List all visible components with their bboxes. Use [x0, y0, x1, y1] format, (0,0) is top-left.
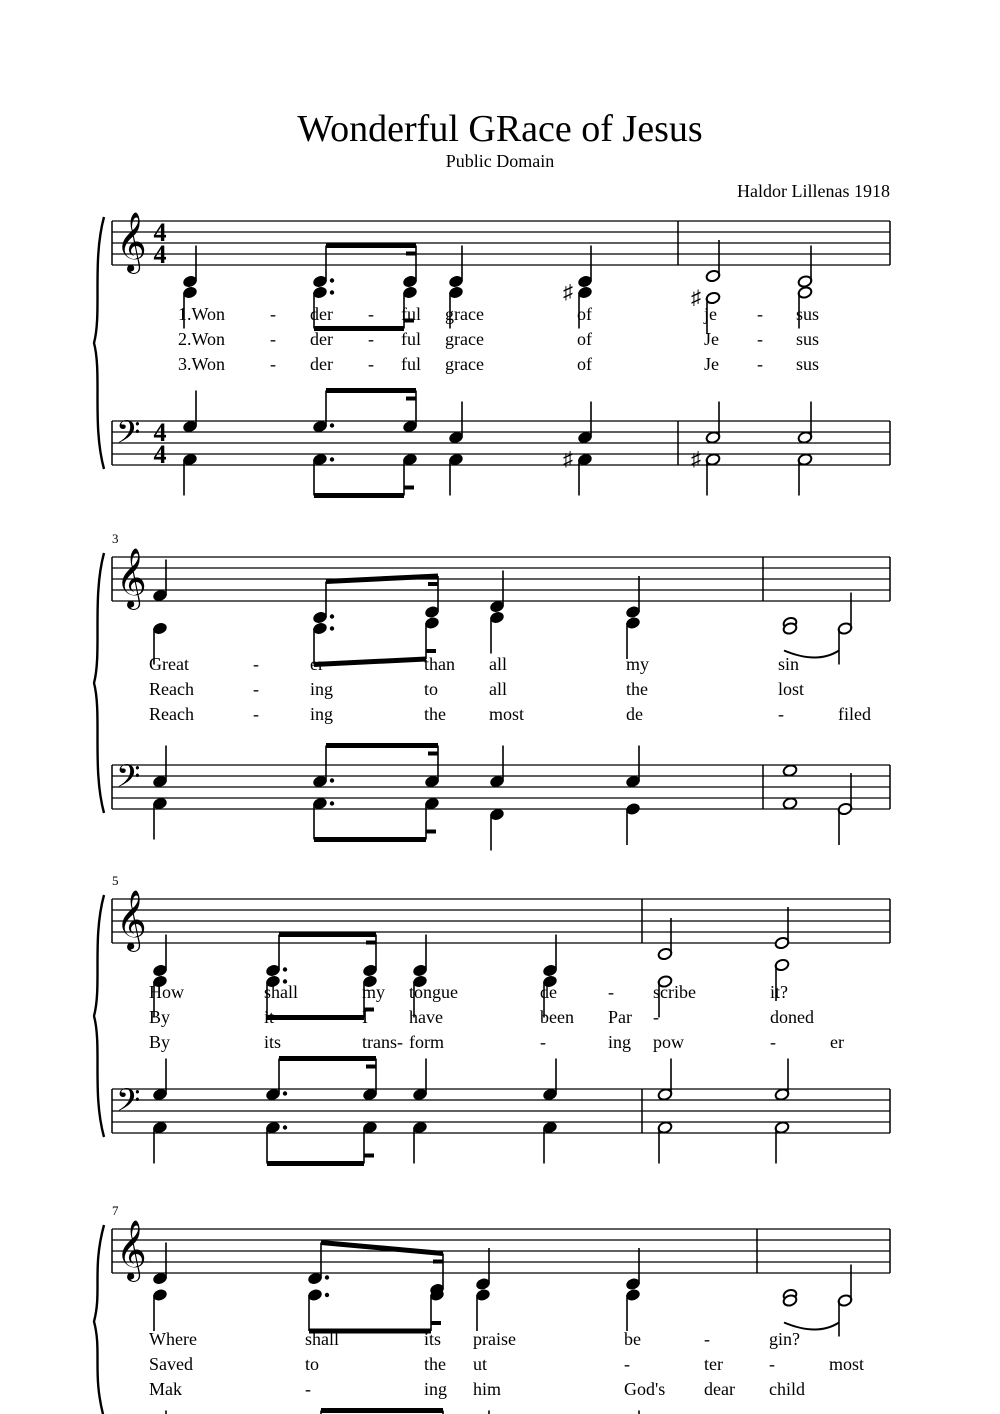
lyric-syllable: Reach	[149, 679, 194, 699]
lyric-syllable: Great	[149, 654, 189, 674]
lyric-hyphen: -	[270, 304, 276, 324]
sharp-icon: ♯	[563, 281, 573, 304]
treble-time-signature-bottom: 4	[153, 240, 167, 269]
lyric-syllable: it?	[770, 982, 788, 1002]
treble-dot	[330, 278, 334, 282]
lyric-syllable: ut	[473, 1354, 488, 1374]
lyric-syllable: Saved	[149, 1354, 193, 1374]
lyric-syllable: Par	[608, 1007, 632, 1027]
lyric-syllable: shall	[264, 982, 298, 1002]
lyric-syllable: er	[830, 1032, 844, 1052]
lyric-hyphen: -	[253, 679, 259, 699]
lyric-hyphen: -	[770, 1032, 776, 1052]
measure-number: 5	[112, 873, 119, 888]
lyric-hyphen: -	[305, 1379, 311, 1399]
lyric-syllable: 3.Won	[178, 354, 226, 374]
lyric-syllable: it	[264, 1007, 275, 1027]
treble-upper-beam	[326, 576, 438, 582]
measure-number: 7	[112, 1203, 119, 1218]
lyric-syllable: Mak	[149, 1379, 182, 1399]
lyric-syllable: filed	[838, 704, 871, 724]
treble-time-signature-top: 4	[153, 218, 167, 247]
sharp-icon: ♯	[691, 448, 701, 471]
lyric-syllable: ing	[310, 679, 334, 699]
lyric-syllable: him	[473, 1379, 502, 1399]
lyric-syllable: its	[424, 1329, 442, 1349]
system-brace	[94, 553, 104, 813]
lyric-syllable: of	[577, 329, 592, 349]
lyric-syllable: sus	[796, 354, 820, 374]
lyric-syllable: der	[310, 329, 333, 349]
lyric-syllable: der	[310, 304, 333, 324]
treble-clef-icon: 𝄞	[116, 1222, 147, 1279]
lyric-hyphen: -	[624, 1354, 630, 1374]
lyric-syllable: ing	[608, 1032, 632, 1052]
lyric-syllable: gin?	[769, 1329, 800, 1349]
lyric-syllable: Where	[149, 1329, 197, 1349]
lyric-hyphen: -	[653, 1007, 659, 1027]
system-brace	[94, 1225, 104, 1414]
lyric-syllable: of	[577, 304, 592, 324]
lyric-syllable: all	[489, 654, 507, 674]
lyric-syllable: ful	[401, 304, 421, 324]
lyric-syllable: tongue	[409, 982, 458, 1002]
sharp-icon: ♯	[691, 287, 701, 309]
lyric-hyphen: -	[778, 704, 784, 724]
bass-clef-icon: 𝄢	[116, 760, 141, 802]
bass-dot	[330, 778, 334, 782]
lyric-syllable: I	[362, 1007, 368, 1027]
bass-dot	[283, 1091, 287, 1095]
lyric-syllable: doned	[770, 1007, 814, 1027]
score-system	[94, 873, 890, 1164]
lyric-hyphen: -	[757, 329, 763, 349]
treble-dot	[325, 1275, 329, 1279]
lyric-syllable: trans-	[362, 1032, 403, 1052]
lyric-syllable: grace	[445, 329, 484, 349]
lyric-syllable: ful	[401, 354, 421, 374]
score-system	[94, 1203, 890, 1414]
lyric-syllable: By	[149, 1032, 171, 1052]
treble-dot	[325, 1293, 329, 1297]
lyric-syllable: form	[409, 1032, 444, 1052]
treble-dot	[330, 626, 334, 630]
lyric-syllable: the	[424, 704, 446, 724]
lyric-syllable: than	[424, 654, 455, 674]
lyric-syllable: been	[540, 1007, 574, 1027]
lyric-syllable: the	[626, 679, 648, 699]
treble-clef-icon: 𝄞	[116, 214, 147, 271]
system-brace	[94, 217, 104, 469]
lyric-hyphen: -	[608, 982, 614, 1002]
lyric-syllable: be	[624, 1329, 641, 1349]
lyric-hyphen: -	[270, 354, 276, 374]
lyric-syllable: child	[769, 1379, 805, 1399]
bass-clef-icon: 𝄢	[116, 416, 141, 458]
lyric-syllable: pow	[653, 1032, 684, 1052]
lyric-hyphen: -	[757, 354, 763, 374]
lyric-hyphen: -	[368, 354, 374, 374]
lyric-syllable: ing	[424, 1379, 448, 1399]
lyric-syllable: the	[424, 1354, 446, 1374]
score-title: Wonderful GRace of Jesus	[297, 108, 703, 150]
lyric-syllable: ing	[310, 704, 334, 724]
lyric-hyphen: -	[757, 304, 763, 324]
score-system	[94, 212, 890, 496]
lyric-hyphen: -	[704, 1329, 710, 1349]
lyric-syllable: Reach	[149, 704, 194, 724]
lyric-syllable: 1.Won	[178, 304, 226, 324]
lyric-syllable: Je	[704, 329, 719, 349]
lyric-syllable: de	[626, 704, 643, 724]
lyric-hyphen: -	[368, 304, 374, 324]
lyric-syllable: sus	[796, 304, 820, 324]
treble-dot	[330, 290, 334, 294]
treble-dot	[330, 614, 334, 618]
lyric-syllable: most	[489, 704, 525, 724]
treble-dot	[283, 967, 287, 971]
sharp-icon: ♯	[563, 448, 573, 471]
lyric-syllable: er	[310, 654, 324, 674]
treble-clef-icon: 𝄞	[116, 892, 147, 949]
lyric-syllable: most	[829, 1354, 865, 1374]
lyric-syllable: of	[577, 354, 592, 374]
lyric-hyphen: -	[368, 329, 374, 349]
lyric-syllable: dear	[704, 1379, 735, 1399]
lyric-syllable: How	[149, 982, 184, 1002]
lyric-syllable: der	[310, 354, 333, 374]
lyric-syllable: ful	[401, 329, 421, 349]
lyric-syllable: ter	[704, 1354, 723, 1374]
lyric-hyphen: -	[540, 1032, 546, 1052]
lyric-syllable: de	[540, 982, 557, 1002]
lyric-syllable: to	[305, 1354, 320, 1374]
lyric-syllable: By	[149, 1007, 171, 1027]
bass-time-signature-top: 4	[153, 418, 167, 447]
bass-dot	[330, 801, 334, 805]
copyright-notice: Public Domain	[445, 151, 555, 171]
bass-clef-icon: 𝄢	[116, 1084, 141, 1126]
lyric-hyphen: -	[253, 654, 259, 674]
system-brace	[94, 895, 104, 1137]
lyric-syllable: grace	[445, 354, 484, 374]
measure-number: 3	[112, 531, 119, 546]
lyric-syllable: grace	[445, 304, 484, 324]
composer-credit: Haldor Lillenas 1918	[737, 181, 890, 201]
lyric-syllable: praise	[473, 1329, 516, 1349]
score-system	[94, 531, 890, 851]
bass-dot	[283, 1125, 287, 1129]
lyric-syllable: my	[626, 654, 650, 674]
bass-lower-note	[782, 797, 797, 810]
lyric-syllable: 2.Won	[178, 329, 226, 349]
lyric-syllable: my	[362, 982, 386, 1002]
lyric-syllable: je	[704, 304, 717, 324]
lyric-syllable: God's	[624, 1379, 666, 1399]
lyric-syllable: sus	[796, 329, 820, 349]
bass-upper-note	[782, 764, 797, 777]
lyric-syllable: scribe	[653, 982, 696, 1002]
lyric-syllable: Je	[704, 354, 719, 374]
lyric-syllable: to	[424, 679, 439, 699]
lyric-syllable: sin	[778, 654, 800, 674]
lyric-syllable: shall	[305, 1329, 339, 1349]
lyric-syllable: have	[409, 1007, 443, 1027]
lyric-hyphen: -	[270, 329, 276, 349]
bass-dot	[330, 457, 334, 461]
bass-dot	[330, 423, 334, 427]
treble-clef-icon: 𝄞	[116, 550, 147, 607]
lyric-syllable: lost	[778, 679, 805, 699]
lyric-hyphen: -	[253, 704, 259, 724]
lyric-syllable: all	[489, 679, 507, 699]
treble-upper-beam	[321, 1243, 443, 1254]
bass-time-signature-bottom: 4	[153, 440, 167, 469]
lyric-hyphen: -	[769, 1354, 775, 1374]
treble-lower-beam	[314, 659, 426, 665]
lyric-syllable: its	[264, 1032, 282, 1052]
